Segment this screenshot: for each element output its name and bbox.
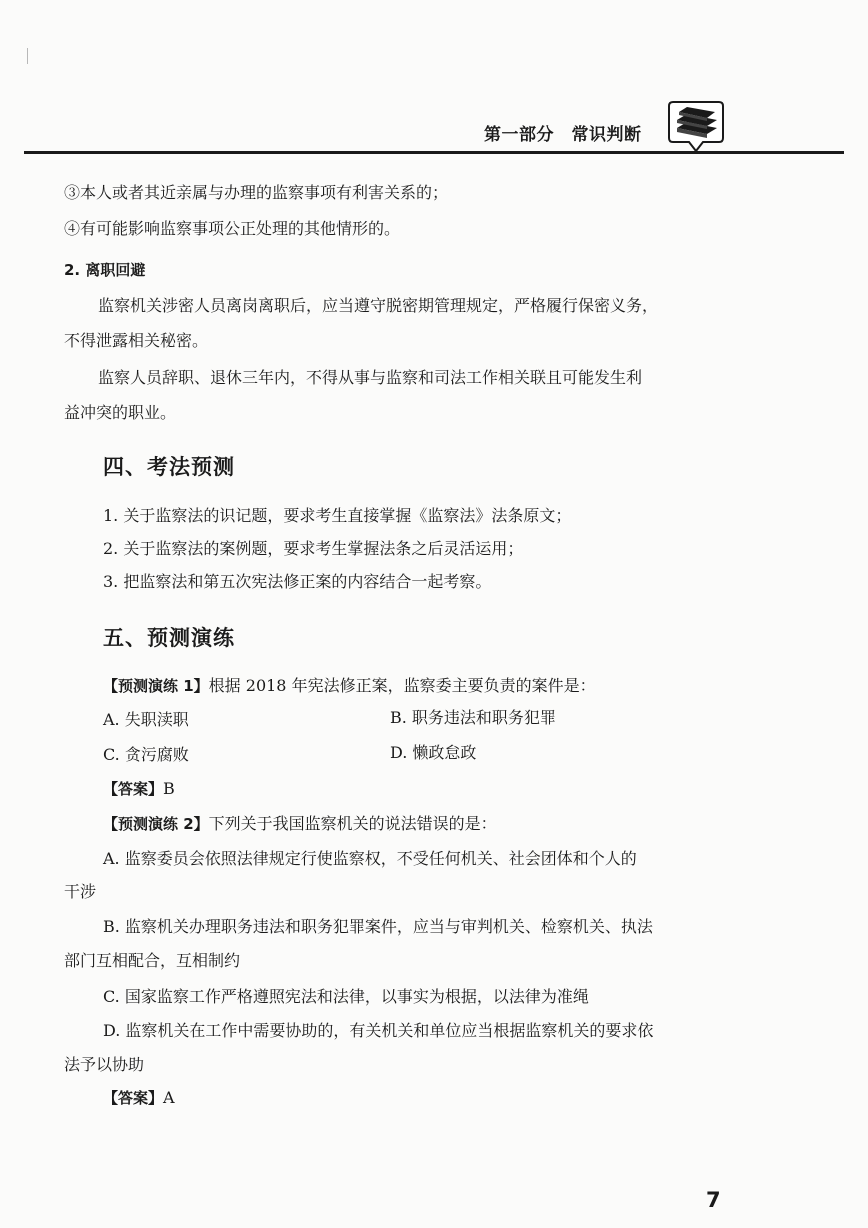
question-1-stem: 根据 2018 年宪法修正案，监察委主要负责的案件是： (208, 676, 596, 695)
question-1-option-a: A. 失职渎职 (103, 710, 189, 729)
subsection-heading: 2. 离职回避 (64, 261, 146, 279)
section-title-prediction: 四、考法预测 (103, 455, 235, 479)
question-2-option-b-line-1: B. 监察机关办理职务违法和职务犯罪案件，应当与审判机关、检察机关、执法 (103, 917, 653, 936)
running-header-title: 第一部分 常识判断 (484, 125, 642, 145)
question-2-option-c: C. 国家监察工作严格遵照宪法和法律，以事实为根据，以法律为准绳 (103, 987, 589, 1006)
paragraph-2-line-2: 益冲突的职业。 (64, 403, 177, 422)
question-2-tag: 【预测演练 2】 (103, 815, 209, 833)
header-rule (24, 151, 844, 154)
question-1-tag: 【预测演练 1】 (103, 677, 209, 695)
prediction-point-2: 2. 关于监察法的案例题，要求考生掌握法条之后灵活运用； (103, 539, 524, 558)
question-1 (103, 675, 596, 697)
question-2-stem: 下列关于我国监察机关的说法错误的是： (208, 814, 497, 833)
question-1-option-c: C. 贪污腐败 (103, 745, 189, 764)
question-1-answer-value: B (163, 779, 175, 798)
question-2-option-d-line-2: 法予以协助 (64, 1055, 145, 1074)
question-2-answer (103, 1087, 175, 1109)
question-1-option-d: D. 懒政怠政 (390, 743, 477, 762)
question-2-answer-tag: 【答案】 (103, 1089, 164, 1107)
page-number: 7 (706, 1188, 721, 1212)
question-2-answer-value: A (163, 1088, 175, 1107)
item-3: ③本人或者其近亲属与办理的监察事项有利害关系的； (64, 183, 449, 202)
question-1-option-b: B. 职务违法和职务犯罪 (390, 708, 556, 727)
paragraph-1-line-1: 监察机关涉密人员离岗离职后，应当遵守脱密期管理规定，严格履行保密义务， (98, 296, 659, 315)
question-1-answer-tag: 【答案】 (103, 780, 164, 798)
item-4: ④有可能影响监察事项公正处理的其他情形的。 (64, 219, 401, 238)
margin-mark (27, 48, 28, 64)
question-2-option-a-line-2: 干涉 (64, 882, 97, 901)
prediction-point-1: 1. 关于监察法的识记题，要求考生直接掌握《监察法》法条原文； (103, 506, 572, 525)
paragraph-1-line-2: 不得泄露相关秘密。 (64, 331, 209, 350)
prediction-point-3: 3. 把监察法和第五次宪法修正案的内容结合一起考察。 (103, 572, 492, 591)
question-1-answer (103, 778, 175, 800)
section-title-practice: 五、预测演练 (103, 626, 235, 650)
question-2-option-d-line-1: D. 监察机关在工作中需要协助的，有关机关和单位应当根据监察机关的要求依 (103, 1021, 654, 1040)
paragraph-2-line-1: 监察人员辞职、退休三年内，不得从事与监察和司法工作相关联且可能发生利 (98, 368, 643, 387)
question-2 (103, 813, 497, 835)
book-stack-icon (667, 98, 725, 158)
question-2-option-a-line-1: A. 监察委员会依照法律规定行使监察权，不受任何机关、社会团体和个人的 (103, 849, 637, 868)
question-2-option-b-line-2: 部门互相配合，互相制约 (64, 951, 241, 970)
